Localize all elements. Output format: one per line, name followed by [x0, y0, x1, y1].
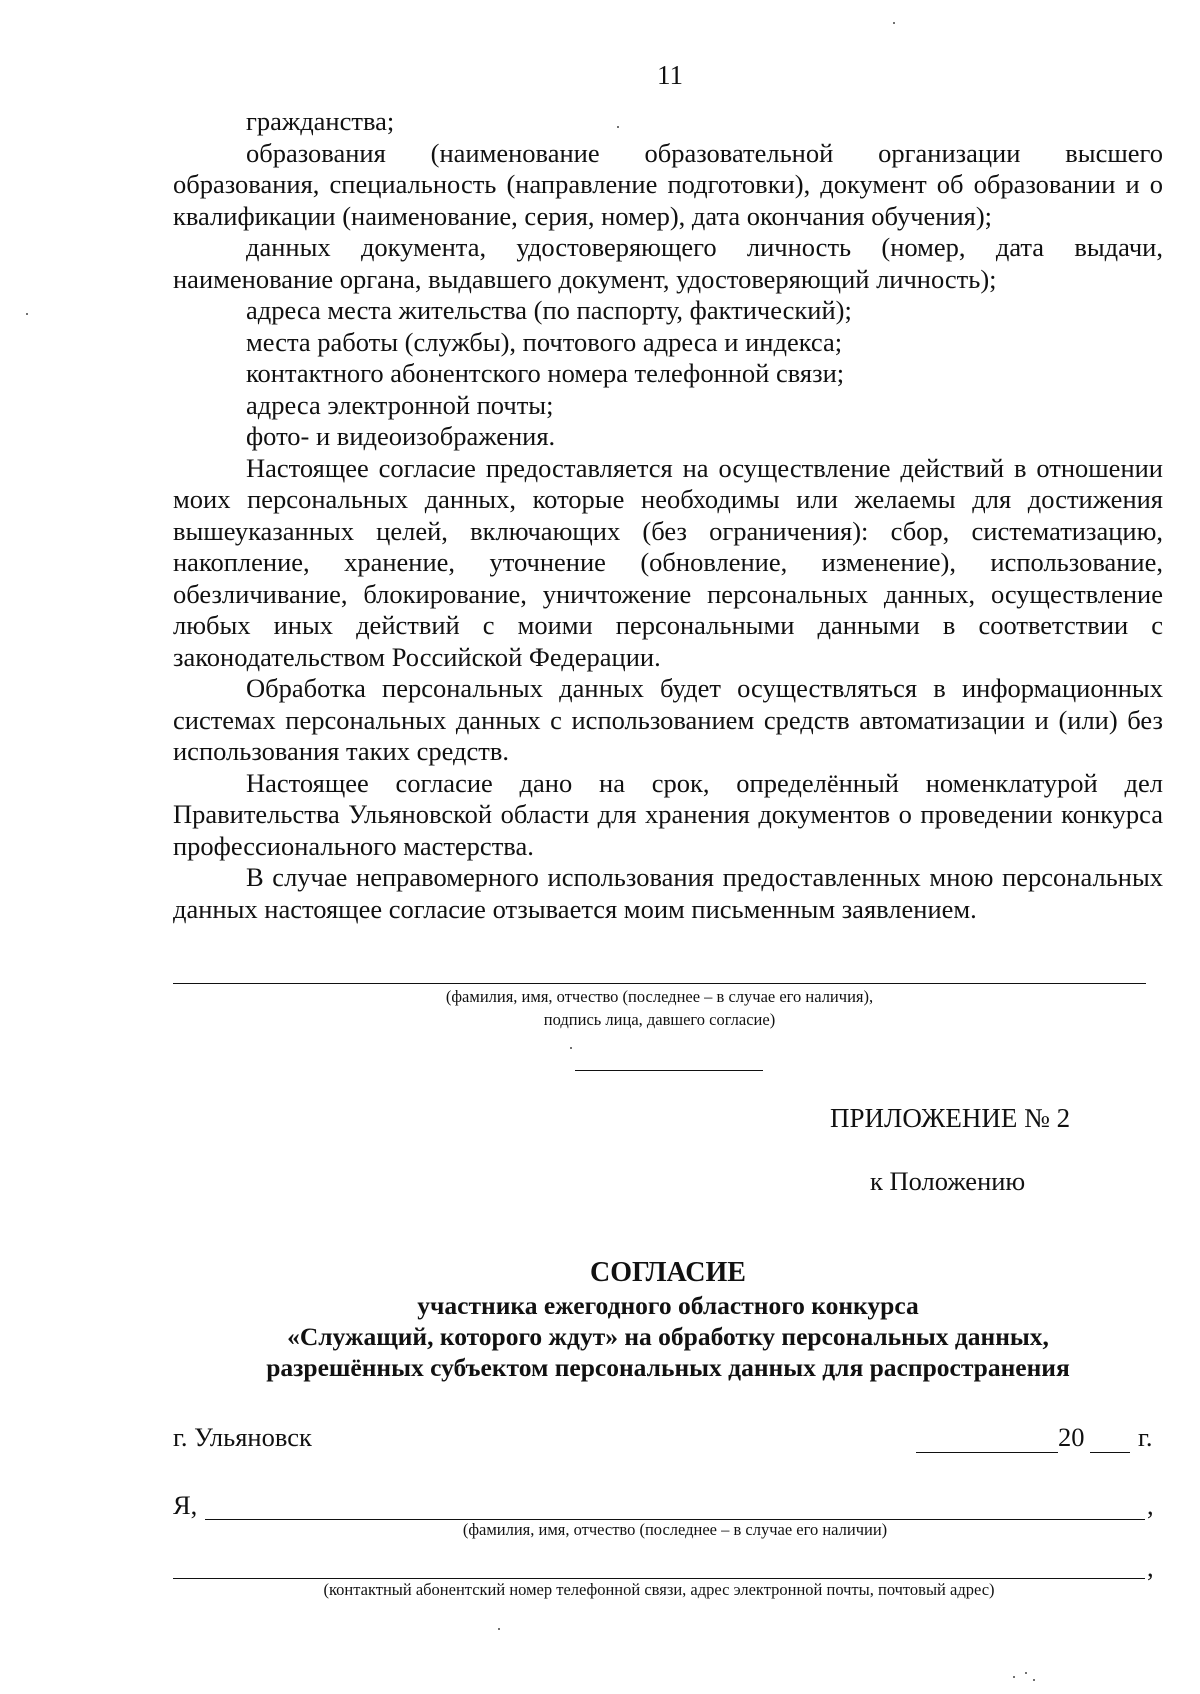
subtitle-line: разрешённых субъектом персональных данных для распространения — [266, 1353, 1070, 1382]
scan-speck — [570, 1047, 572, 1049]
consent-subtitle — [173, 1290, 1163, 1383]
name-line-comma: , — [1147, 1490, 1154, 1520]
date-year-blank — [1090, 1452, 1130, 1453]
scan-speck — [1025, 1672, 1027, 1674]
scan-speck — [893, 22, 895, 24]
date-day-month-blank — [916, 1452, 1058, 1453]
signature-caption-line: подпись лица, давшего согласие) — [543, 1010, 776, 1029]
paragraph: В случае неправомерного использования предоставленных мною персональных данных настоящее согласие отзывается моим письменным заявлением. — [173, 862, 1163, 924]
page-number: 11 — [657, 60, 683, 90]
appendix-reference: к Положению — [870, 1166, 1026, 1196]
list-item: данных документа, удостоверяющего личность (номер, дата выдачи, наименование органа, выдавшего документ, удостоверяющий личность); — [173, 232, 1163, 294]
consent-title: СОГЛАСИЕ — [590, 1257, 746, 1288]
scan-speck — [617, 126, 619, 128]
name-caption: (фамилия, имя, отчество (последнее – в случае его наличии) — [462, 1520, 888, 1539]
date-year-prefix: 20 — [1058, 1422, 1085, 1452]
list-item: гражданства; — [246, 106, 395, 136]
list-item: адреса электронной почты; — [246, 389, 554, 420]
city-label: г. Ульяновск — [173, 1422, 312, 1452]
paragraph: Обработка персональных данных будет осуществляться в информационных системах персональных данных с использованием средств автоматизации и (или) без использования таких средств. — [173, 673, 1163, 766]
scan-speck — [1033, 1679, 1035, 1681]
signature-line — [173, 983, 1146, 984]
ya-label: Я, — [173, 1490, 198, 1520]
list-item: адреса места жительства (по паспорту, фактический); — [246, 295, 852, 325]
scan-speck — [1013, 1676, 1015, 1678]
date-year-suffix: г. — [1138, 1422, 1153, 1452]
list-item: фото- и видеоизображения. — [246, 421, 556, 451]
list-item: образования (наименование образовательной организации высшего образования, специальность (направление подготовки), документ об образовании и о квалификации (наименование, серия, номер), дата окончания обучения); — [173, 137, 1163, 231]
scan-speck — [26, 313, 28, 315]
signature-caption-line: (фамилия, имя, отчество (последнее – в случае его наличия), — [445, 987, 874, 1006]
subtitle-line: участника ежегодного областного конкурса — [417, 1291, 919, 1320]
appendix-number: ПРИЛОЖЕНИЕ № 2 — [830, 1103, 1071, 1133]
contact-line-comma: , — [1147, 1552, 1154, 1582]
separator-line — [575, 1070, 763, 1071]
paragraph: Настоящее согласие предоставляется на осуществление действий в отношении моих персональных данных, которые необходимы или желаемы для достижения вышеуказанных целей, включающих (без ограничения): сбор, систематизацию, накопление, хранение, уточнение (обновление, изменение), использование, обезличивание, блокирование, уничтожение персональных данных, осуществление любых иных действий с моими персональными данными в соответствии с законодательством Российской Федерации. — [173, 452, 1163, 672]
list-item: контактного абонентского номера телефонной связи; — [246, 358, 845, 388]
signature-caption — [173, 985, 1146, 1031]
paragraph: Настоящее согласие дано на срок, определённый номенклатурой дел Правительства Ульяновской области для хранения документов о проведении конкурса профессионального мастерства. — [173, 767, 1163, 861]
contact-caption: (контактный абонентский номер телефонной связи, адрес электронной почты, почтовый адрес) — [323, 1580, 995, 1599]
list-item: места работы (службы), почтового адреса и индекса; — [246, 326, 843, 357]
contact-blank-line — [173, 1578, 1145, 1579]
subtitle-line: «Служащий, которого ждут» на обработку персональных данных, — [287, 1322, 1049, 1351]
scan-speck — [498, 1628, 500, 1630]
date-field — [916, 1422, 1162, 1454]
consent-body-text — [173, 106, 1163, 925]
